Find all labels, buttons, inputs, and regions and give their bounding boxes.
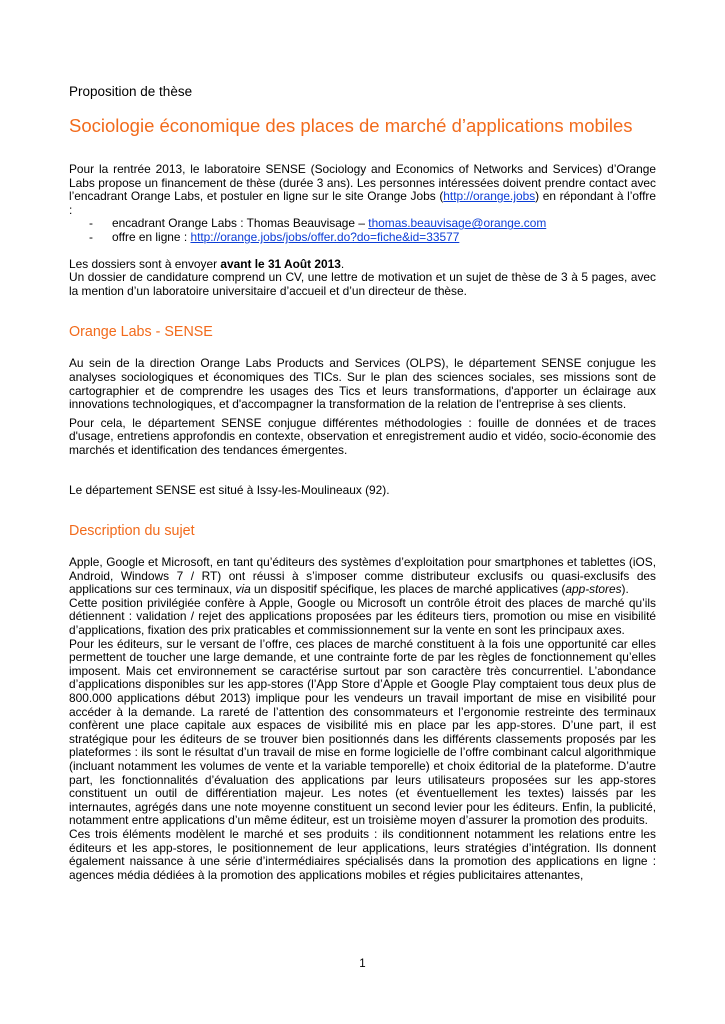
sujet-paragraph-3: Pour les éditeurs, sur le versant de l’offre, ces places de marché constituent à la fois une opportunité car elles permettent de toucher une large demande, et une contrainte forte de par les règles de fonctionnement qu’elles imposent. Mais cet environnement se caractérise surtout par son caractère très concurrentiel. L’abondance d’applications disponibles sur les app-stores (l’App Store d’Apple et Google Play comptaient tous deux plus de 800.000 applications début 2013) implique pour les vendeurs un travail important de mise en visibilité pour accéder à la demande. La rareté de l’attention des consommateurs et l’ergonomie restreinte des terminaux confèrent une place capitale aux espaces de visibilité mis en place par les app-stores. D’une part, il est stratégique pour les éditeurs de se trouver bien positionnés dans les différents classements proposés par les plateformes : ils sont le résultat d’un travail de mise en forme logicielle de l’offre combinant calcul algorithmique (incluant notamment les volumes de vente et la variable temporelle) et choix éditorial de la plateforme. D’autre part, les fonctionnalités d’évaluation des applications par leurs utilisateurs proposées sur les app-stores constituent un outil de différentiation majeur. Les notes (et éventuellement les textes) laissés par les internautes, agrégés dans une note moyenne constituent un second levier pour les éditeurs. Enfin, la publicité, notamment entre applications d’un même éditeur, est un troisième moyen d’assurer la promotion des produits. <box>69 636 656 828</box>
deadline-end: . <box>340 256 345 271</box>
supervisor-email-link[interactable]: thomas.beauvisage@orange.com <box>368 216 547 231</box>
supervisor-text: encadrant Orange Labs : Thomas Beauvisage – <box>112 216 369 231</box>
section-heading-sujet: Description du sujet <box>69 523 195 540</box>
sujet-app-stores: app-stores <box>565 582 622 597</box>
dash-bullet: - <box>89 216 93 231</box>
sujet-text-a: Apple, Google et Microsoft, en tant qu’éditeurs des systèmes d’exploitation pour smartphones et tablettes (iOS, Android, Windows 7 / RT) ont réussi à s’imposer comme distributeur exclusifs ou quasi-exclusifs des applications sur ces terminaux, <box>69 555 656 597</box>
list-item <box>69 217 656 231</box>
document-title: Sociologie économique des places de marché d’applications mobiles <box>69 115 633 136</box>
contact-list <box>69 217 656 244</box>
page-number: 1 <box>359 958 366 970</box>
sujet-paragraph-4: Ces trois éléments modèlent le marché et ses produits : ils conditionnent notamment les relations entre les éditeurs et les app-stores, le positionnement de leur applications, leurs stratégies d’intégration. Ils donnent également naissance à une série d’intermédiaires spécialisés dans la promotion des applications en ligne : agences média dédiées à la promotion des applications mobiles et régies publicitaires attenantes, <box>69 826 656 882</box>
dossier-paragraph: Un dossier de candidature comprend un CV, une lettre de motivation et un sujet de thèse de 3 à 5 pages, avec la mention d’un laboratoire universitaire d’accueil et d’un directeur de thèse. <box>69 270 656 298</box>
intro-text: Pour la rentrée 2013, le laboratoire SENSE (Sociology and Economics of Networks and Services) d’Orange Labs propose un financement de thèse (durée 3 ans). Les personnes intéressées doivent prendre contact avec l’encadrant Orange Labs, et postuler en ligne sur le site Orange Jobs ( <box>69 162 656 204</box>
sense-paragraph-2: Pour cela, le département SENSE conjugue différentes méthodologies : fouille de données et de traces d'usage, entretiens approfondis en contexte, observation et enregistrement audio et vidéo, socio-économie des marchés et identification des tendances émergentes. <box>69 415 656 457</box>
sujet-via: via <box>235 582 251 597</box>
sujet-text-b: un dispositif spécifique, les places de marché applicatives ( <box>250 582 566 597</box>
sense-paragraph-1: Au sein de la direction Orange Labs Products and Services (OLPS), le département SENSE conjugue les analyses sociologiques et économiques des TICs. Sur le plan des sciences sociales, ses missions sont de cartographier et de comprendre les usages des Tics et leurs transformations, d'apporter un éclairage aux innovations technologiques, et d'accompagner la transformation de la relation de l'entreprise à ses clients. <box>69 356 656 412</box>
offer-link[interactable]: http://orange.jobs/jobs/offer.do?do=fiche&id=33577 <box>190 229 460 244</box>
sujet-paragraph-1 <box>69 556 656 597</box>
list-item <box>69 231 656 245</box>
sense-paragraph-3: Le département SENSE est situé à Issy-les-Moulineaux (92). <box>69 482 390 497</box>
offer-text: offre en ligne : <box>112 229 191 244</box>
orange-jobs-link[interactable]: http://orange.jobs <box>443 189 536 204</box>
sujet-paragraph-2: Cette position privilégiée confère à Apple, Google ou Microsoft un contrôle étroit des places de marché qu’ils détiennent : validation / rejet des applications proposées par les éditeurs tiers, promotion ou mise en visibilité d’applications, fixation des prix praticables et commissionnement sur la vente en sont les principaux axes. <box>69 595 656 638</box>
pretitle: Proposition de thèse <box>69 84 193 99</box>
intro-paragraph <box>69 163 656 217</box>
intro-text-end: ) en répondant à l’offre : <box>69 189 656 217</box>
sujet-text-c: ). <box>621 582 629 597</box>
deadline-paragraph <box>69 258 656 272</box>
deadline-date: avant le 31 Août 2013 <box>220 256 341 271</box>
deadline-text: Les dossiers sont à envoyer <box>69 256 221 271</box>
document-page <box>69 84 656 882</box>
section-heading-sense: Orange Labs - SENSE <box>69 324 213 341</box>
dash-bullet: - <box>89 229 93 244</box>
